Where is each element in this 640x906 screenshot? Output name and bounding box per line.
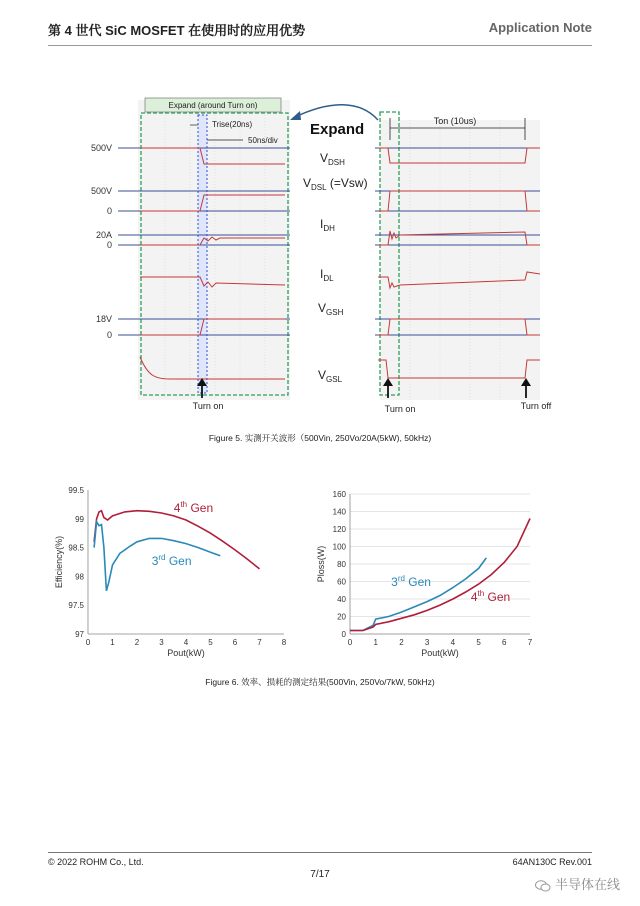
copyright: © 2022 ROHM Co., Ltd. xyxy=(48,857,144,867)
document-type: Application Note xyxy=(488,20,592,35)
ton-label: Ton (10us) xyxy=(433,116,477,126)
y-axis-label: Ploss(W) xyxy=(316,545,326,583)
series-label: 3rd Gen xyxy=(391,573,431,589)
x-tick-label: 4 xyxy=(450,638,456,647)
document-title: 第 4 世代 SiC MOSFET 在使用时的应用优势 xyxy=(48,23,306,38)
scope-right-background xyxy=(380,120,540,400)
series-label: 3rd Gen xyxy=(151,552,192,568)
figure-5-caption: Figure 5. 实测开关波形（500Vin, 250Vo/20A(5kW), 50kHz) xyxy=(208,433,432,443)
y-tick-label: 99 xyxy=(75,514,84,524)
y-tick-label: 40 xyxy=(337,595,346,604)
x-tick-label: 1 xyxy=(110,638,115,647)
y-tick-label: 100 xyxy=(332,542,346,552)
x-tick-label: 7 xyxy=(527,638,533,647)
y-label-500v-a: 500V xyxy=(90,143,112,153)
turn-on-right-label: Turn on xyxy=(384,404,416,414)
wechat-icon xyxy=(535,880,551,892)
turn-on-left-label: Turn on xyxy=(192,401,224,411)
y-label-zero-b: 0 xyxy=(106,240,112,250)
y-tick-label: 98 xyxy=(75,572,84,582)
y-tick-label: 99.5 xyxy=(68,486,84,495)
y-tick-label: 80 xyxy=(337,560,346,569)
series-line xyxy=(350,558,486,631)
page-number: 7/17 xyxy=(310,869,330,880)
watermark-text: 半导体在线 xyxy=(554,877,620,892)
ploss-chart xyxy=(306,486,546,666)
y-tick-label: 98.5 xyxy=(68,543,84,553)
y-tick-label: 97.5 xyxy=(68,601,84,611)
idh-label: $I_{DH}$ xyxy=(320,217,335,233)
y-tick-label: 0 xyxy=(341,630,346,639)
doc-id: 64AN130C Rev.001 xyxy=(512,857,592,867)
series-line xyxy=(350,519,530,631)
signal-labels xyxy=(303,151,368,384)
expand-box-label: Expand (around Turn on) xyxy=(168,101,258,110)
vdsl-label: $V_{DSL}$ (=Vsw) xyxy=(303,176,368,192)
expand-arrowhead xyxy=(290,111,301,120)
y-tick-label: 60 xyxy=(337,577,346,587)
y-axis-label: Efficiency(%) xyxy=(54,535,64,589)
y-label-zero-a: 0 xyxy=(106,206,112,216)
trise-label: Trise(20ns) xyxy=(212,120,253,129)
figure-6-caption: Figure 6. 效率、损耗的测定结果(500Vin, 250Vo/7kW, 50kHz) xyxy=(205,677,435,687)
turn-off-label: Turn off xyxy=(520,401,552,411)
y-label-18v: 18V xyxy=(95,314,112,324)
scope-left-background xyxy=(138,100,290,400)
x-tick-label: 5 xyxy=(208,638,213,647)
time-div-label: 50ns/div xyxy=(248,136,278,145)
x-tick-label: 2 xyxy=(399,638,404,647)
x-tick-label: 1 xyxy=(373,638,378,647)
x-tick-label: 6 xyxy=(232,638,238,647)
series-label: 4th Gen xyxy=(470,588,511,604)
footer-divider xyxy=(48,852,592,853)
page-header xyxy=(48,20,592,46)
y-tick-label: 20 xyxy=(337,612,346,622)
y-tick-label: 120 xyxy=(332,525,346,534)
x-axis-label: Pout(kW) xyxy=(167,648,205,658)
efficiency-chart xyxy=(44,484,294,664)
x-tick-label: 3 xyxy=(424,638,430,647)
x-tick-label: 2 xyxy=(134,638,140,647)
vgsh-label: $V_{GSH}$ xyxy=(318,301,344,317)
expand-curve-arrow xyxy=(293,105,378,120)
y-tick-label: 97 xyxy=(75,630,84,639)
idl-label: $I_{DL}$ xyxy=(320,267,334,283)
y-label-zero-c: 0 xyxy=(106,330,112,340)
series-label: 4th Gen xyxy=(173,499,214,515)
x-tick-label: 0 xyxy=(347,638,353,647)
vdsh-label: $V_{DSH}$ xyxy=(320,151,345,167)
y-label-20a: 20A xyxy=(95,230,112,240)
x-tick-label: 7 xyxy=(257,638,262,647)
x-tick-label: 5 xyxy=(476,638,481,647)
y-tick-label: 160 xyxy=(332,490,346,499)
x-tick-label: 4 xyxy=(183,638,189,647)
x-axis-label: Pout(kW) xyxy=(421,648,459,658)
x-tick-label: 3 xyxy=(159,638,164,647)
switching-waveform-figure xyxy=(0,88,640,418)
y-tick-label: 140 xyxy=(332,507,346,517)
x-tick-label: 6 xyxy=(502,638,507,647)
vgsl-label: $V_{GSL}$ xyxy=(318,368,343,384)
x-tick-label: 0 xyxy=(85,638,91,647)
x-tick-label: 8 xyxy=(281,638,287,647)
expand-label: Expand xyxy=(310,121,365,138)
voltage-current-labels xyxy=(91,143,112,340)
watermark xyxy=(535,874,620,893)
y-label-500v-b: 500V xyxy=(90,186,112,196)
